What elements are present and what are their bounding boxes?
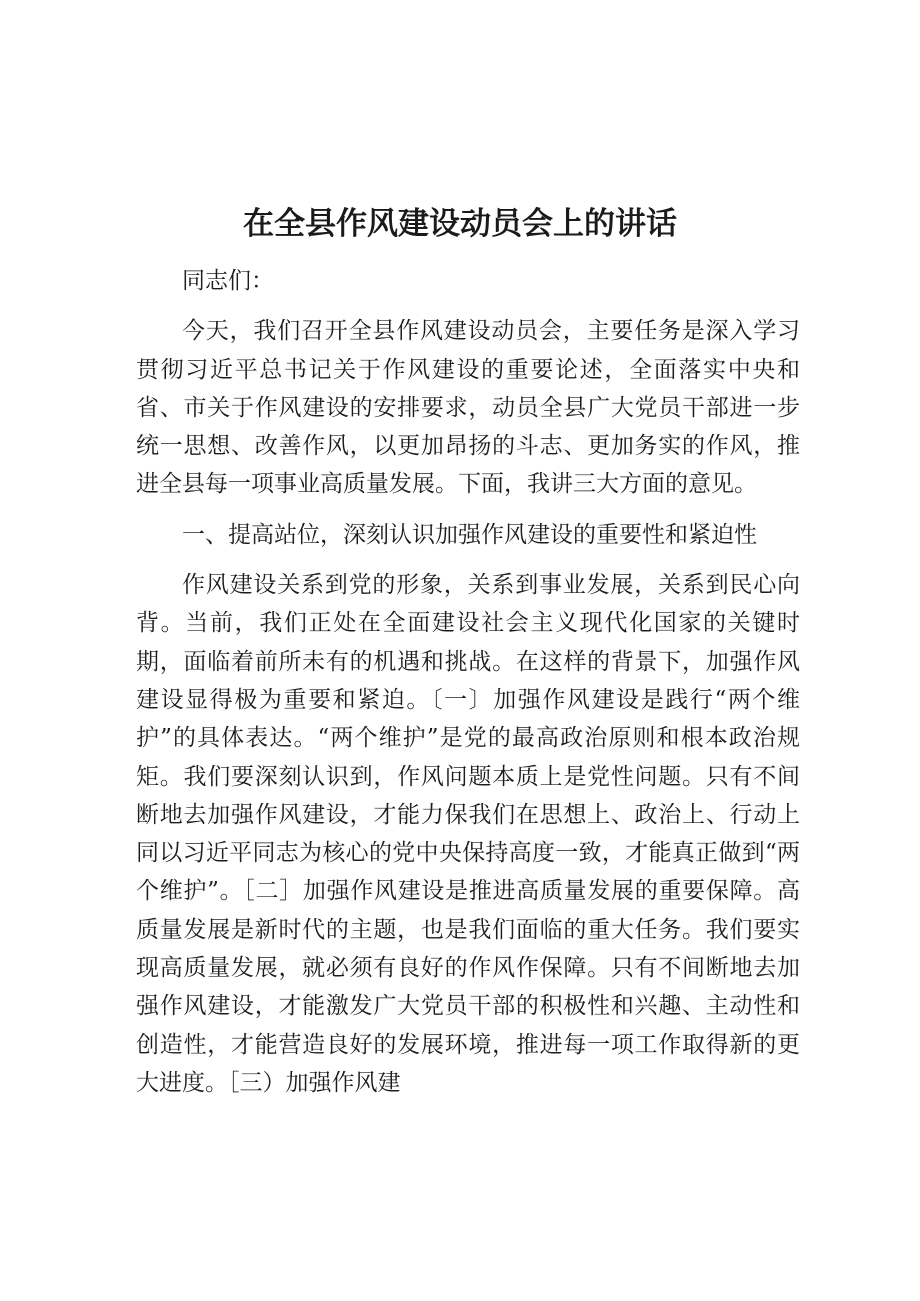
document-title: 在全县作风建设动员会上的讲话: [243, 206, 677, 242]
document-body: [136, 262, 800, 1102]
body-paragraph: 作风建设关系到党的形象，关系到事业发展，关系到民心向背。当前，我们正处在全面建设社会主义现代化国家的关键时期，面临着前所未有的机遇和挑战。在这样的背景下，加强作风建设显得极为重要和紧迫。〔一〕加强作风建设是践行“两个维护”的具体表达。“两个维护”是党的最高政治原则和根本政治规矩。我们要深刻认识到，作风问题本质上是党性问题。只有不间断地去加强作风建设，才能力保我们在思想上、政治上、行动上同以习近平同志为核心的党中央保持高度一致，才能真正做到“两个维护”。［二］加强作风建设是推进高质量发展的重要保障。高质量发展是新时代的主题，也是我们面临的重大任务。我们要实现高质量发展，就必须有良好的作风作保障。只有不间断地去加强作风建设，才能激发广大党员干部的积极性和兴趣、主动性和创造性，才能营造良好的发展环境，推进每一项工作取得新的更大进度。［三）加强作风建: [136, 572, 800, 1096]
section-heading-1: 一、提高站位，深刻认识加强作风建设的重要性和紧迫性: [182, 521, 757, 548]
intro-paragraph: 今天，我们召开全县作风建设动员会，主要任务是深入学习贯彻习近平总书记关于作风建设的重要论述，全面落实中央和省、市关于作风建设的安排要求，动员全县广大党员干部进一步统一思想、改善作风，以更加昂扬的斗志、更加务实的作风，推进全县每一项事业高质量发展。下面，我讲三大方面的意见。: [136, 318, 800, 498]
salutation: 同志们：: [182, 268, 274, 294]
